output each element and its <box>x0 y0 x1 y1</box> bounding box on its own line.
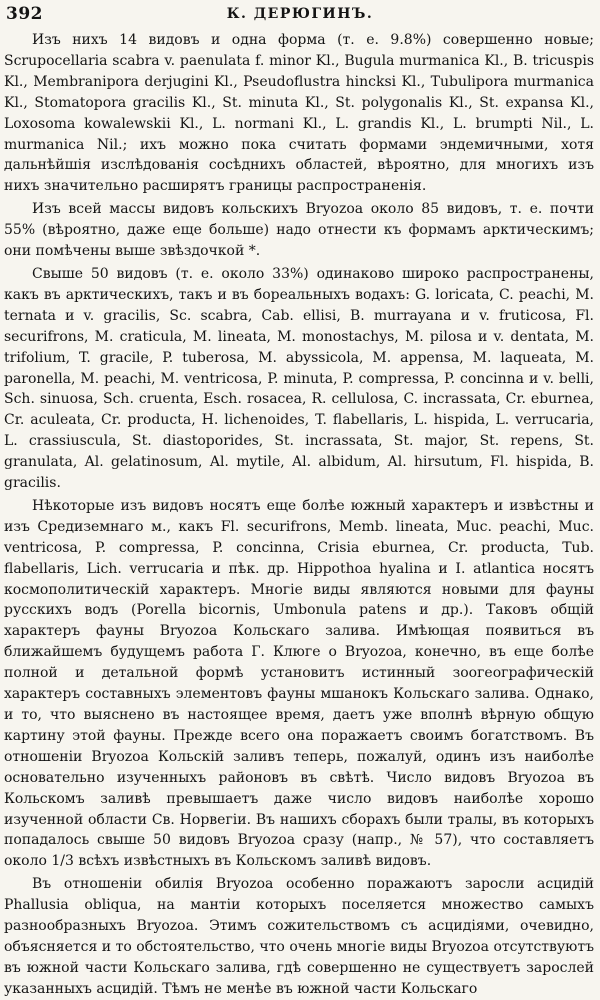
paragraph-southern-species: Нѣкоторые изъ видовъ носятъ еще болѣе южный характеръ и извѣстны и изъ Средиземнаго м., какъ Fl. securifrons, Memb. lineata, Muc. peachi, Muc. ventricosa, P. compressa, P. concinna, Crisia eburnea, Cr. producta, Tub. flabellaris, Lich. verrucaria и пѣк. др. Hippothoa hyalina и I. atlantica носятъ космополитическій характеръ. Многіе виды являются новыми для фауны русскихъ водъ (Porella bicornis, Umbonula patens и др.). Таковъ общій характеръ фауны Bryozoa Кольскаго залива. Имѣющая появиться въ ближайшемъ будущемъ работа Г. Клюге о Bryozoa, конечно, въ еще болѣе полной и детальной формѣ установитъ истинный зоогеографическій характеръ составныхъ элементовъ фауны мшанокъ Кольскаго залива. Однако, и то, что выяснено въ настоящее время, даетъ уже вполнѣ вѣрную общую картину этой фауны. Прежде всего она поражаетъ своимъ богатствомъ. Въ отношеніи Bryozoa Кольскій заливъ теперь, пожалуй, одинъ изъ наиболѣе основательно изученныхъ районовъ въ свѣтѣ. Число видовъ Bryozoa въ Кольскомъ заливѣ превышаетъ даже число видовъ наиболѣе хорошо изученной области Св. Норвегіи. Въ нашихъ сборахъ были тралы, въ которыхъ попадалось свыше 50 видовъ Bryozoa сразу (напр., № 57), что составляетъ около 1/3 всѣхъ извѣстныхъ въ Кольскомъ заливѣ видовъ. <box>4 497 594 870</box>
paragraph-ascidian-overgrowth: Въ отношеніи обилія Bryozoa особенно поражаютъ заросли асцидій Phallusia obliqua, на мантіи которыхъ поселяется множество самыхъ разнообразныхъ Bryozoa. Этимъ сожительствомъ съ асцидіями, очевидно, объясняется и то обстоятельство, что очень многіе виды Bryozoa отсутствуютъ въ южной части Кольскаго залива, гдѣ совершенно не существуетъ зарослей указанныхъ асцидій. Тѣмъ не менѣе въ южной части Кольскаго <box>4 876 594 997</box>
paragraph-arctic-species: Изъ всей массы видовъ кольскихъ Bryozoa около 85 видовъ, т. е. почти 55% (вѣроятно, даже еще больше) надо отнести къ формамъ арктическимъ; они помѣчены выше звѣздочкой *. <box>4 201 594 260</box>
running-title: К. ДЕРЮГИНЪ. <box>226 6 374 22</box>
body-text <box>4 30 594 1000</box>
paragraph-new-species: Изъ нихъ 14 видовъ и одна форма (т. е. 9.8%) совершенно новые; Scrupocellaria scabra v. paenulata f. minor Kl., Bugula murmanica Kl., B. tricuspis Kl., Membranipora derjugini Kl., Pseudoflustra hincksi Kl., Tubulipora murmanica Kl., Stomatopora gracilis Kl., St. minuta Kl., St. polygonalis Kl., St. expansa Kl., Loxosoma kowalewskii Kl., L. normani Kl., L. grandis Kl., L. brumpti Nil., L. murmanica Nil.; ихъ можно пока считать формами эндемичными, хотя дальнѣйшія изслѣдованія сосѣднихъ областей, вѣроятно, для многихъ изъ нихъ значительно расширятъ границы распространенія. <box>4 32 594 195</box>
page-number: 392 <box>6 4 43 24</box>
page-header <box>0 0 600 28</box>
paragraph-widespread-species: Свыше 50 видовъ (т. е. около 33%) одинаково широко распространены, какъ въ арктическихъ, такъ и въ бореальныхъ водахъ: G. loricata, C. peachi, M. ternata и v. gracilis, Sc. scabra, Cab. ellisi, B. murrayana и v. fruticosa, Fl. securifrons, M. craticula, M. lineata, M. monostachys, M. pilosa и v. dentata, M. trifolium, T. gracile, P. tuberosa, M. abyssicola, M. appensa, M. laqueata, M. paronella, M. peachi, M. ventricosa, P. minuta, P. compressa, P. concinna и v. belli, Sch. sinuosa, Sch. cruenta, Esch. rosacea, R. cellulosa, C. incrassata, Cr. eburnea, Cr. aculeata, Cr. producta, H. lichenoides, T. flabellaris, L. hispida, L. verrucaria, L. crassiuscula, St. diastoporides, St. incrassata, St. major, St. repens, St. granulata, Al. gelatinosum, Al. mytile, Al. albidum, Al. hirsutum, Fl. hispida, B. gracilis. <box>4 265 594 492</box>
